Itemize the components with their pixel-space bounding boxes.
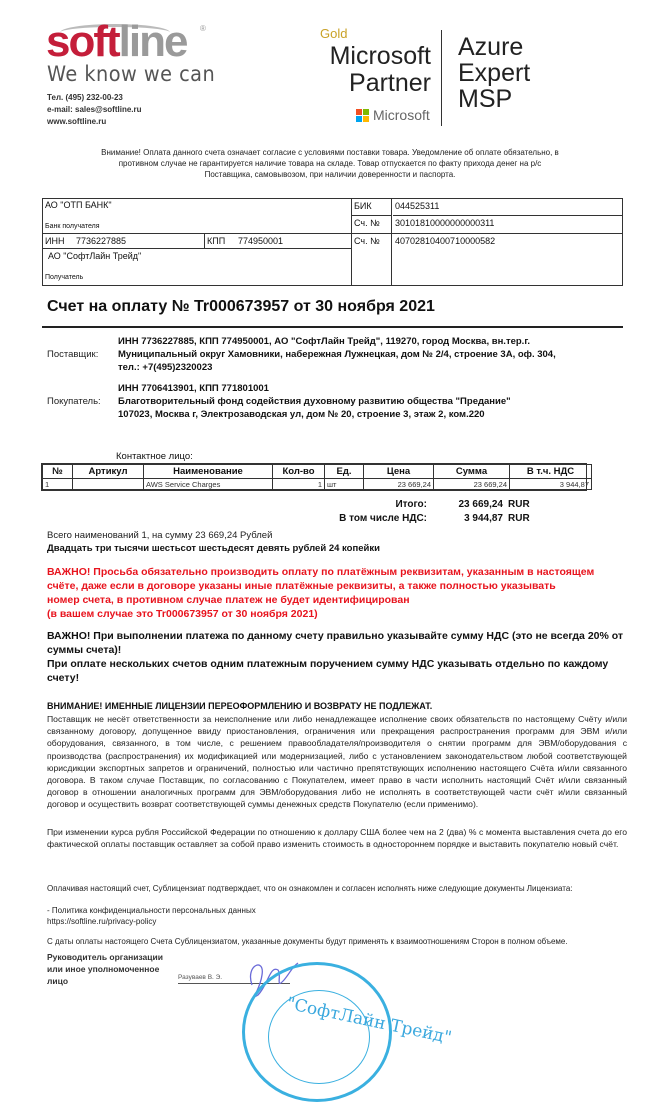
account-value: 40702810400710000582 xyxy=(395,236,496,246)
invoice-title: Счет на оплату № Tr000673957 от 30 ноября 2021 xyxy=(47,298,435,315)
corr-account-value: 30101810000000000311 xyxy=(395,218,495,228)
supplier-line: тел.: +7(495)2320023 xyxy=(118,362,213,373)
warning-line: счёте, даже если в договоре указаны иные платёжные реквизиты, а также полностью указывать xyxy=(47,580,556,592)
microsoft-squares-icon xyxy=(356,109,369,122)
role-line: Руководитель организации xyxy=(47,952,163,962)
signer-name: Разуваев В. Э. xyxy=(178,974,290,984)
buyer-label: Покупатель: xyxy=(47,396,101,407)
contact-person-label: Контактное лицо: xyxy=(116,451,193,462)
warning-line: номер счета, в противном случае платеж не будет идентифицирован xyxy=(47,594,410,606)
items-summary: Всего наименований 1, на сумму 23 669,24 Рублей xyxy=(47,530,273,541)
partner-line2: Partner xyxy=(349,69,431,97)
license-warning: ВНИМАНИЕ! ИМЕННЫЕ ЛИЦЕНЗИИ ПЕРЕОФОРМЛЕНИЮ И ВОЗВРАТУ НЕ ПОДЛЕЖАТ. xyxy=(47,701,433,711)
items-header-row xyxy=(43,465,592,479)
account-label: Сч. № xyxy=(354,236,380,246)
recipient-name: АО "СофтЛайн Трейд" xyxy=(48,251,142,261)
vat-label: В том числе НДС: xyxy=(339,513,427,524)
total-currency: RUR xyxy=(508,499,530,510)
policy-url[interactable]: https://softline.ru/privacy-policy xyxy=(47,917,157,926)
corr-account-label: Сч. № xyxy=(354,218,380,228)
warning-line: ВАЖНО! Просьба обязательно производить оплату по платёжным реквизитам, указанным в настоящем xyxy=(47,566,595,578)
microsoft-partner xyxy=(321,43,431,97)
col-sum: Сумма xyxy=(434,465,510,479)
microsoft-logo xyxy=(356,107,430,123)
items-table xyxy=(42,464,592,490)
contacts xyxy=(47,92,142,128)
cell-sum: 23 669,24 xyxy=(434,479,510,490)
microsoft-label: Microsoft xyxy=(373,107,430,123)
supplier-line: ИНН 7736227885, КПП 774950001, АО "СофтЛайн Трейд", 119270, город Москва, вн.тер.г. xyxy=(118,336,530,347)
vat-value: 3 944,87 xyxy=(464,513,503,524)
stamp-company-name: "СофтЛайн Трейд" xyxy=(284,993,454,1049)
recipient-label: Получатель xyxy=(45,274,84,281)
vat-currency: RUR xyxy=(508,513,530,524)
azure-line1: Azure xyxy=(458,33,524,61)
payment-notice: Внимание! Оплата данного счета означает согласие с условиями поставки товара. Уведомление об оплате обязательно, в противном случае не гарантируется наличие товара на складе. Товар отпускается по факту прихода денег на р/с Поставщика, самовывозом, при наличии доверенности и паспорта. xyxy=(101,148,559,179)
role-line: или иное уполномоченное xyxy=(47,964,160,974)
col-qty: Кол-во xyxy=(273,465,325,479)
role-line: лицо xyxy=(47,976,69,986)
email: e-mail: sales@softline.ru xyxy=(47,105,142,114)
currency-text: При изменении курса рубля Российской Федерации по отношению к доллару США более чем на 2 (два) % с момента выставления счета до его фактической оплаты поставщик оставляет за собой право изменить стоимость в одностороннем порядке и выставить покупателю новый счёт. xyxy=(47,827,627,850)
col-unit: Ед. xyxy=(325,465,364,479)
title-rule xyxy=(42,326,623,328)
azure-line3: MSP xyxy=(458,85,513,113)
bank-label: Банк получателя xyxy=(45,223,100,230)
cell-vat: 3 944,87 xyxy=(510,479,592,490)
total-value: 23 669,24 xyxy=(458,499,503,510)
cell-unit: шт xyxy=(325,479,364,490)
bank-details-table xyxy=(42,198,623,286)
softline-logo xyxy=(46,18,186,66)
signatory-role xyxy=(47,951,163,987)
important-requisites-warning xyxy=(47,565,627,621)
buyer-details xyxy=(118,382,511,421)
col-name: Наименование xyxy=(144,465,273,479)
kpp-value: 774950001 xyxy=(238,236,284,246)
azure-line2: Expert xyxy=(458,59,531,87)
supplier-line: Муниципальный округ Хамовники, набережная Лужнецкая, дом № 2/4, строение 3А, оф. 304, xyxy=(118,349,556,360)
divider xyxy=(441,30,442,126)
effective-text: С даты оплаты настоящего Счета Сублицензиатом, указанные документы будут применять к взаимоотношениям Сторон в полном объеме. xyxy=(47,937,568,946)
registered-icon: ® xyxy=(200,24,206,33)
col-number: № xyxy=(43,465,73,479)
agreement-text: Оплачивая настоящий счет, Сублицензиат подтверждает, что он ознакомлен и согласен исполнять ниже следующие документы Лицензиата: xyxy=(47,884,573,893)
table-row xyxy=(43,479,592,490)
vat-warning-line: При оплате нескольких счетов одним платежным поручением сумму НДС указывать отдельно по каждому счету! xyxy=(47,658,609,684)
cell-number: 1 xyxy=(43,479,73,490)
supplier-details xyxy=(118,335,556,374)
amount-in-words: Двадцать три тысячи шестьсот шестьдесят девять рублей 24 копейки xyxy=(47,543,380,554)
kpp-label: КПП xyxy=(207,236,226,246)
azure-expert-msp xyxy=(458,34,530,112)
warning-line: (в вашем случае это Tr000673957 от 30 ноября 2021) xyxy=(47,608,318,620)
partner-line1: Microsoft xyxy=(329,42,431,70)
supplier-label: Поставщик: xyxy=(47,349,99,360)
inn-value: 7736227885 xyxy=(76,236,127,246)
cell-article xyxy=(73,479,144,490)
buyer-line: Благотворительный фонд содействия духовному развитию общества "Предание" xyxy=(118,396,511,407)
bik-value: 044525311 xyxy=(395,201,440,211)
cell-price: 23 669,24 xyxy=(364,479,434,490)
buyer-line: ИНН 7706413901, КПП 771801001 xyxy=(118,383,269,394)
website: www.softline.ru xyxy=(47,117,107,126)
tagline: We know we can xyxy=(47,62,216,86)
vat-warning-line: ВАЖНО! При выполнении платежа по данному счету правильно указывайте сумму НДС (это не всегда 20% от суммы счета)! xyxy=(47,630,624,656)
col-article: Артикул xyxy=(73,465,144,479)
important-vat-warning xyxy=(47,629,633,685)
total-label: Итого: xyxy=(395,499,427,510)
liability-text: Поставщик не несёт ответственности за неисполнение или либо ненадлежащее исполнение своих обязательств по настоящему Счёту и/или связанному договору, допущенное ввиду приостановления, ограничения или прекращения распространения программ для ЭВМ и/или оборудования, связанного, в том числе, с решением правообладателя/производителя о снятии программ для ЭВМ/оборудования с производства (распространения) их модификацией или модернизацией, либо с установлением законодательством любой соответствующей юрисдикции экспортных запретов и ограничений, полностью или частично препятствующих исполнению настоящего Счёта и/или связанного договора. В таком случае Поставщик, по согласованию с Покупателем, имеет право в части исполнить настоящий Счёт и/или связанный договор в отношении аналогичных программ для ЭВМ/оборудования либо не исполнять в соответствующей части счёт и/или связанный договор и осуществить возврат соответствующей суммы денежных средств Покупателю (если применимо). xyxy=(47,714,627,810)
logo-part-line: line xyxy=(118,17,187,66)
buyer-line: 107023, Москва г, Электрозаводская ул, дом № 20, строение 3, этаж 2, ком.220 xyxy=(118,409,485,420)
col-vat: В т.ч. НДС xyxy=(510,465,592,479)
phone: Тел. (495) 232-00-23 xyxy=(47,93,123,102)
logo-part-soft: soft xyxy=(46,17,119,66)
policy-name: - Политика конфиденциальности персональных данных xyxy=(47,906,256,915)
partner-level: Gold xyxy=(320,26,348,41)
bank-name: АО "ОТП БАНК" xyxy=(45,200,112,210)
inn-label: ИНН xyxy=(45,236,65,246)
col-price: Цена xyxy=(364,465,434,479)
cell-name: AWS Service Charges xyxy=(144,479,273,490)
cell-qty: 1 xyxy=(273,479,325,490)
bik-label: БИК xyxy=(354,201,372,211)
